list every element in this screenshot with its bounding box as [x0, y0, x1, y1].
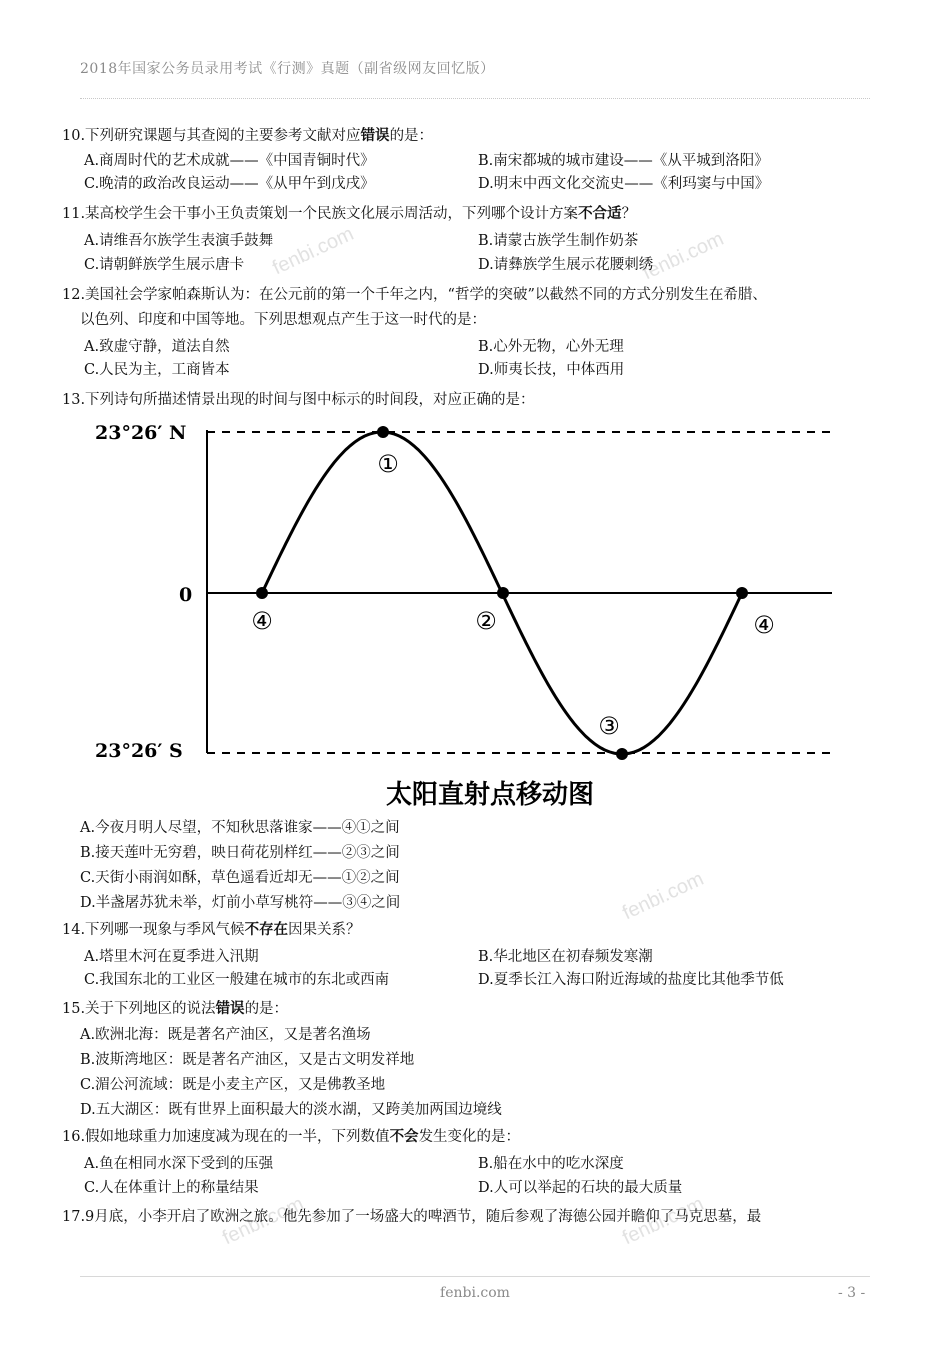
curve-point: [497, 587, 509, 599]
question-10-option-b: B.南宋都城的城市建设——《从平城到洛阳》: [478, 153, 769, 169]
curve-point: [736, 587, 748, 599]
question-11-option-c: C.请朝鲜族学生展示唐卡: [84, 257, 245, 273]
y-tick-label-south: 23°26′ S: [95, 740, 183, 762]
header-divider: [80, 98, 870, 99]
question-10-option-d: D.明末中西文化交流史——《利玛窦与中国》: [478, 176, 770, 192]
question-12-option-d: D.师夷长技，中体西用: [478, 362, 625, 378]
question-16-option-d: D.人可以举起的石块的最大质量: [478, 1180, 683, 1196]
point-label: ②: [475, 607, 497, 635]
question-15-option-a: A.欧洲北海：既是著名产油区，又是著名渔场: [80, 1027, 371, 1043]
watermark: fenbi.com: [639, 227, 728, 285]
question-10-option-c: C.晚清的政治改良运动——《从甲午到戊戌》: [84, 176, 375, 192]
point-label: ③: [598, 712, 620, 740]
emphasis-text: 错误: [360, 128, 390, 144]
question-13-option-c: C.天街小雨润如酥，草色遥看近却无——①②之间: [80, 870, 400, 886]
question-11-stem: 11.某高校学生会干事小王负责策划一个民族文化展示周活动，下列哪个设计方案不合适？: [62, 206, 637, 222]
question-15-option-d: D.五大湖区：既有世界上面积最大的淡水湖，又跨美加两国边境线: [80, 1102, 502, 1118]
point-label: ④: [753, 611, 775, 639]
curve-point: [377, 426, 389, 438]
page-number: - 3 -: [838, 1285, 866, 1301]
emphasis-text: 不会: [389, 1129, 419, 1145]
watermark: fenbi.com: [619, 1192, 708, 1250]
curve-point: [256, 587, 268, 599]
question-11-option-d: D.请彝族学生展示花腰刺绣: [478, 257, 654, 273]
question-12-option-a: A.致虚守静，道法自然: [84, 339, 230, 355]
footer-site: fenbi.com: [440, 1285, 510, 1301]
chart-title: 太阳直射点移动图: [385, 780, 595, 810]
y-tick-label-north: 23°26′ N: [95, 422, 187, 444]
question-16-option-b: B.船在水中的吃水深度: [478, 1156, 624, 1172]
question-13-option-d: D.半盏屠苏犹未举，灯前小草写桃符——③④之间: [80, 895, 401, 911]
question-14-stem: 14.下列哪一现象与季风气候不存在因果关系？: [62, 922, 361, 938]
question-12-option-c: C.人民为主，工商皆本: [84, 362, 230, 378]
question-15-stem: 15.关于下列地区的说法错误的是：: [62, 1001, 289, 1017]
question-16-stem: 16.假如地球重力加速度减为现在的一半，下列数值不会发生变化的是：: [62, 1129, 521, 1145]
watermark: fenbi.com: [269, 222, 358, 280]
sun-direct-point-chart: [80, 415, 860, 815]
watermark: fenbi.com: [219, 1192, 308, 1250]
question-13-option-a: A.今夜月明人尽望，不知秋思落谁家——④①之间: [80, 820, 400, 836]
question-11-option-a: A.请维吾尔族学生表演手鼓舞: [84, 233, 274, 249]
point-label: ④: [251, 607, 273, 635]
question-13-stem: 13.下列诗句所描述情景出现的时间与图中标示的时间段，对应正确的是：: [62, 392, 535, 408]
question-14-option-b: B.华北地区在初春频发寒潮: [478, 949, 653, 965]
question-14-option-d: D.夏季长江入海口附近海域的盐度比其他季节低: [478, 972, 784, 988]
question-14-option-a: A.塔里木河在夏季进入汛期: [84, 949, 259, 965]
point-label: ①: [377, 450, 399, 478]
question-16-option-a: A.鱼在相同水深下受到的压强: [84, 1156, 274, 1172]
footer-divider: [80, 1276, 870, 1277]
question-13-option-b: B.接天莲叶无穷碧，映日荷花别样红——②③之间: [80, 845, 400, 861]
question-15-option-c: C.湄公河流域：既是小麦主产区，又是佛教圣地: [80, 1077, 386, 1093]
question-10-stem: 10.下列研究课题与其查阅的主要参考文献对应错误的是：: [62, 128, 434, 144]
page-header-title: 2018年国家公务员录用考试《行测》真题（副省级网友回忆版）: [80, 61, 495, 77]
question-16-option-c: C.人在体重计上的称量结果: [84, 1180, 259, 1196]
curve-point: [616, 748, 628, 760]
question-11-option-b: B.请蒙古族学生制作奶茶: [478, 233, 639, 249]
question-12-stem-line1: 12.美国社会学家帕森斯认为：在公元前的第一个千年之内，“哲学的突破”以截然不同的方式分别发生在希腊、: [62, 287, 767, 303]
emphasis-text: 错误: [215, 1001, 245, 1017]
question-12-option-b: B.心外无物，心外无理: [478, 339, 624, 355]
y-tick-label-zero: 0: [179, 584, 193, 606]
emphasis-text: 不存在: [244, 922, 289, 938]
emphasis-text: 不合适: [578, 206, 622, 222]
question-14-option-c: C.我国东北的工业区一般建在城市的东北或西南: [84, 972, 390, 988]
question-15-option-b: B.波斯湾地区：既是著名产油区，又是古文明发祥地: [80, 1052, 415, 1068]
question-10-option-a: A.商周时代的艺术成就——《中国青铜时代》: [84, 153, 375, 169]
question-17-stem: 17.9月底，小李开启了欧洲之旅。他先参加了一场盛大的啤酒节，随后参观了海德公园并瞻仰了马克思墓，最: [62, 1209, 762, 1225]
question-12-stem-line2: 以色列、印度和中国等地。下列思想观点产生于这一时代的是：: [80, 312, 486, 328]
watermark: fenbi.com: [619, 867, 708, 925]
